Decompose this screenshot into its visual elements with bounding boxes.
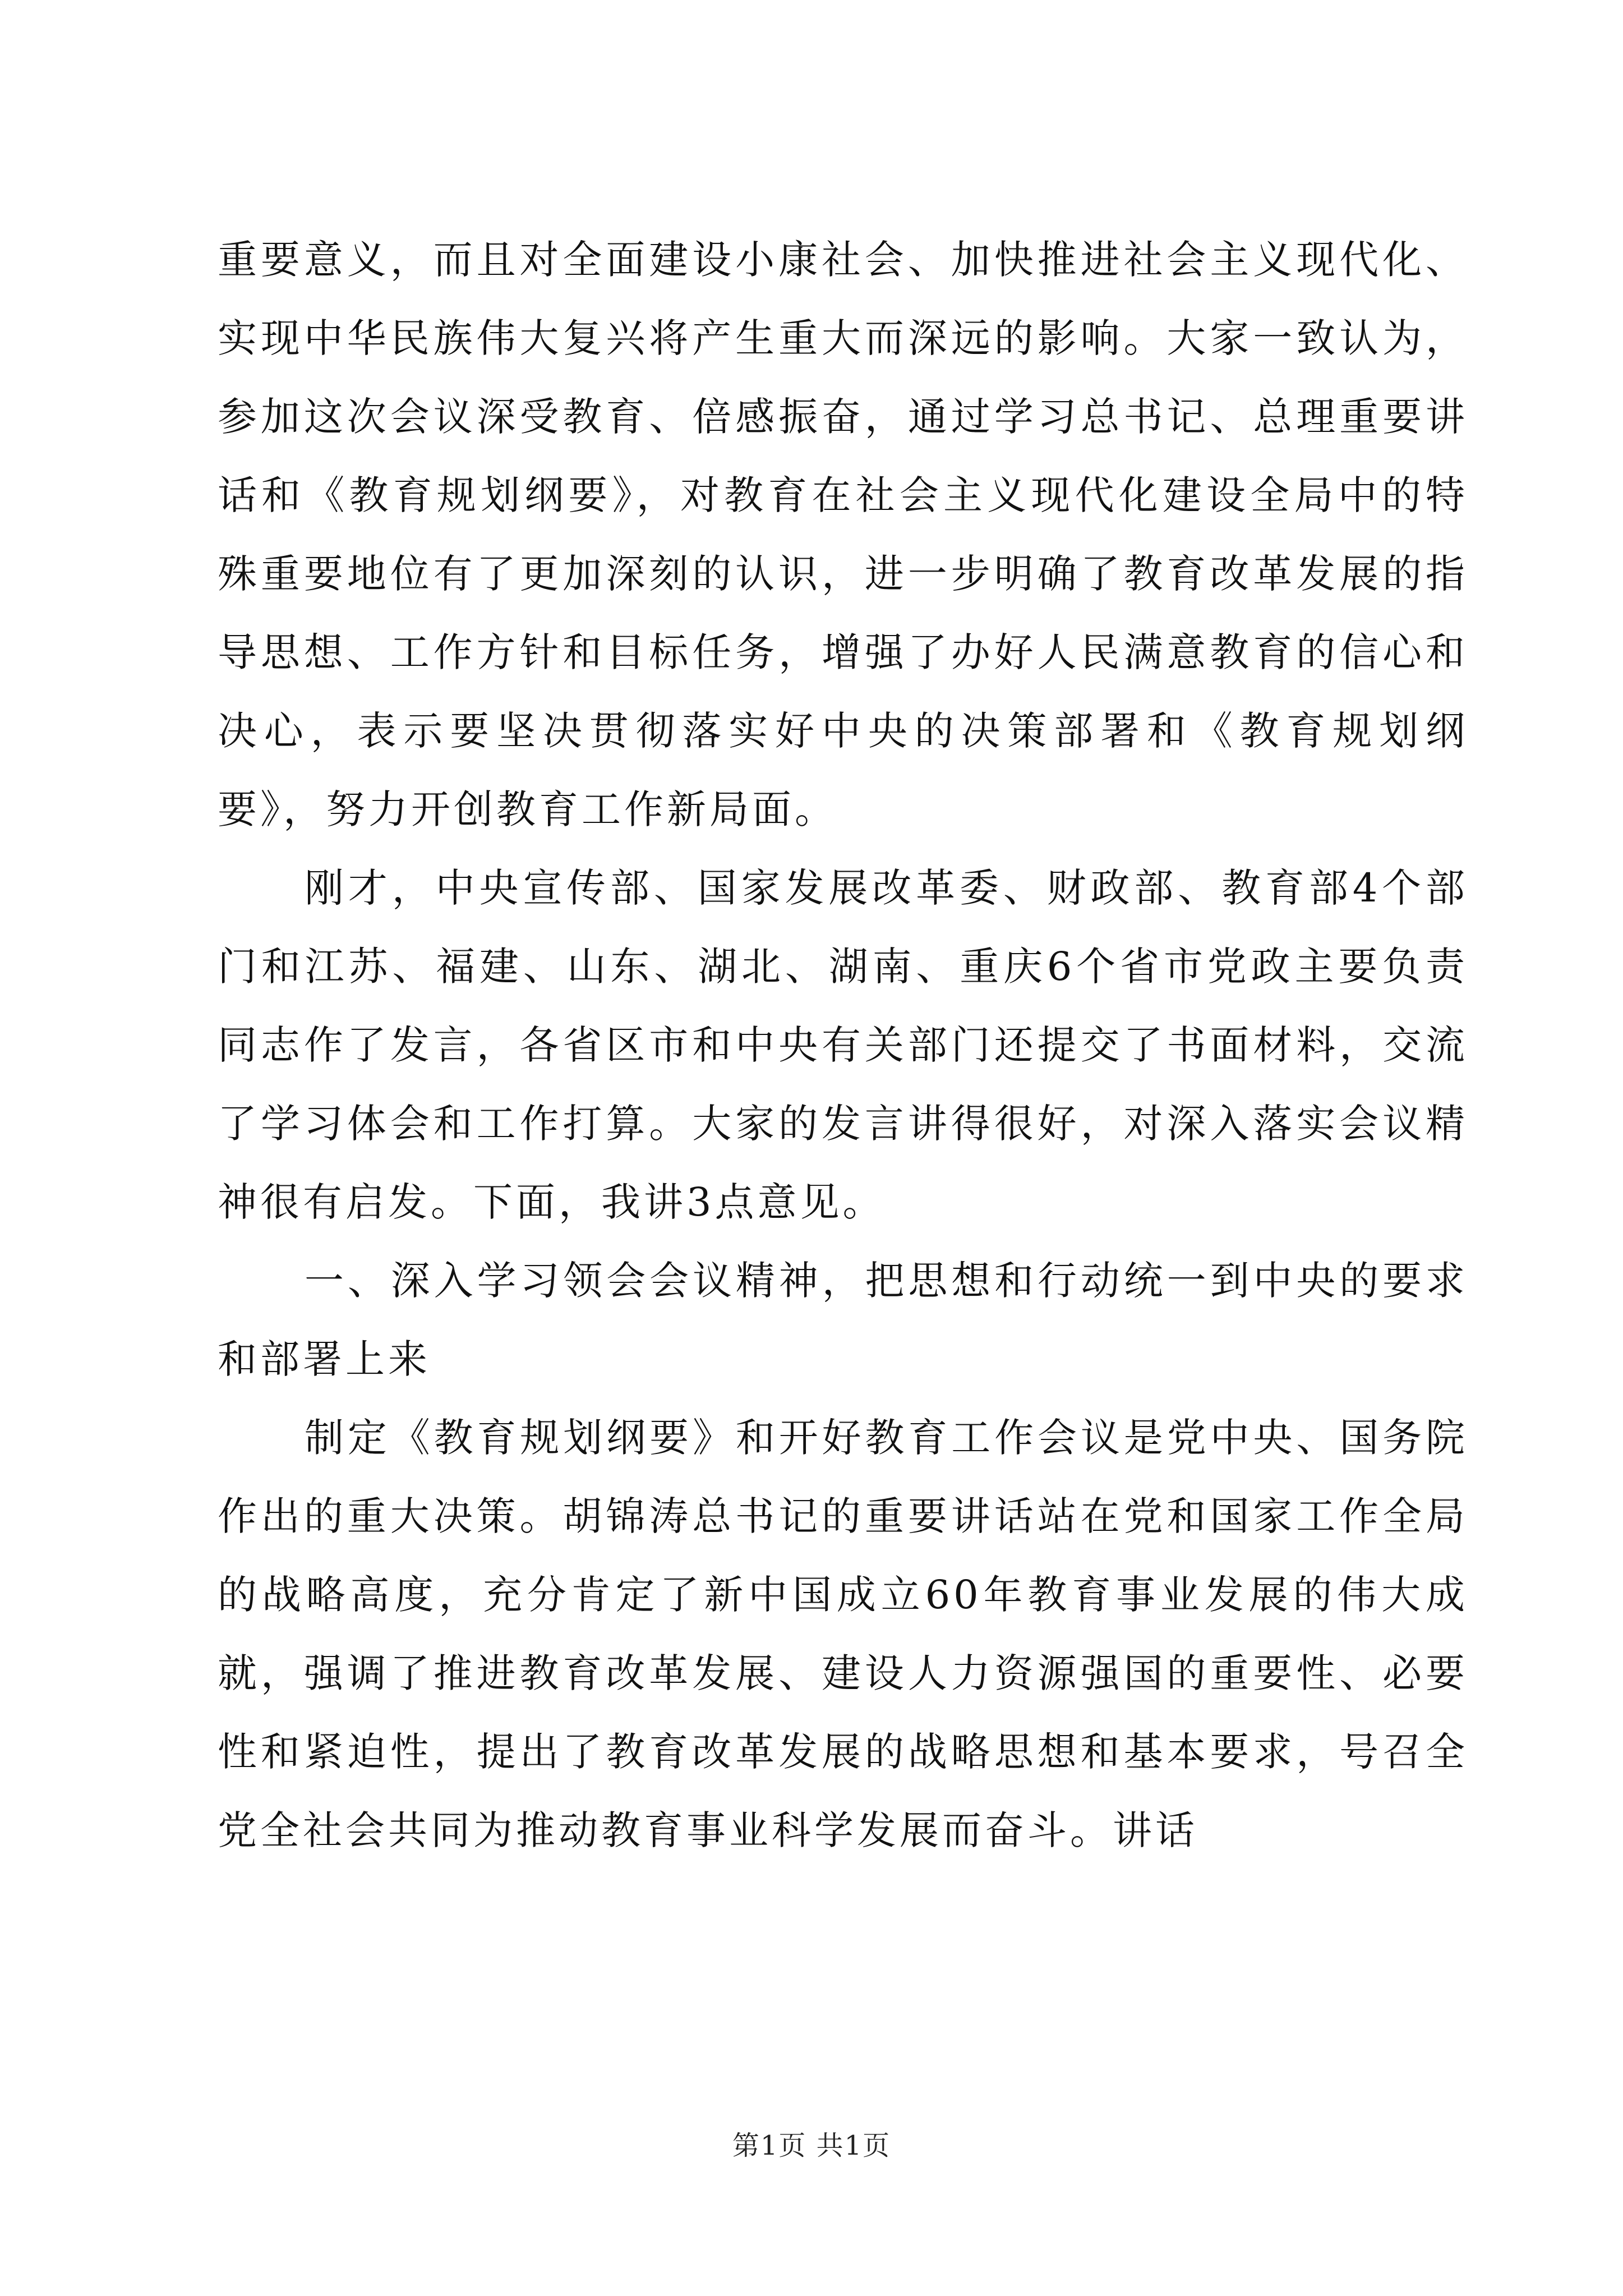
section-heading-1: 一、深入学习领会会议精神，把思想和行动统一到中央的要求和部署上来 (218, 1258, 1468, 1382)
paragraph-3: 制定《教育规划纲要》和开好教育工作会议是党中央、国务院作出的重大决策。胡锦涛总书记的重要讲话站在党和国家工作全局的战略高度，充分肯定了新中国成立60年教育事业发展的伟大成就，强调了推进教育改革发展、建设人力资源强国的重要性、必要性和紧迫性，提出了教育改革发展的战略思想和基本要求，号召全党全社会共同为推动教育事业科学发展而奋斗。讲话 (218, 1415, 1468, 1853)
paragraph-1: 重要意义，而且对全面建设小康社会、加快推进社会主义现代化、实现中华民族伟大复兴将产生重大而深远的影响。大家一致认为，参加这次会议深受教育、倍感振奋，通过学习总书记、总理重要讲话和《教育规划纲要》，对教育在社会主义现代化建设全局中的特殊重要地位有了更加深刻的认识，进一步明确了教育改革发展的指导思想、工作方针和目标任务，增强了办好人民满意教育的信心和决心，表示要坚决贯彻落实好中央的决策部署和《教育规划纲要》，努力开创教育工作新局面。 (218, 237, 1468, 832)
page-number-label: 第1页 共1页 (732, 2130, 891, 2161)
document-body (218, 220, 1468, 1870)
page-footer (0, 2129, 1623, 2162)
paragraph-2: 刚才，中央宣传部、国家发展改革委、财政部、教育部4个部门和江苏、福建、山东、湖北、湖南、重庆6个省市党政主要负责同志作了发言，各省区市和中央有关部门还提交了书面材料，交流了学习体会和工作打算。大家的发言讲得很好，对深入落实会议精神很有启发。下面，我讲3点意见。 (218, 865, 1468, 1225)
